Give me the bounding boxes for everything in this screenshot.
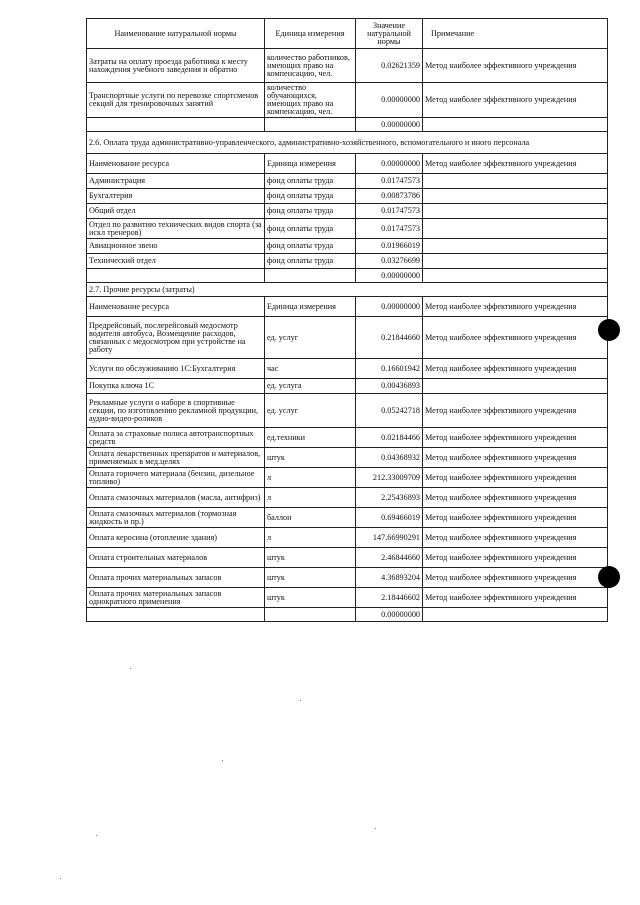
cell-value: 2.25436893 (356, 488, 423, 508)
table-row (87, 379, 608, 394)
table-row (87, 488, 608, 508)
cell-note: Метод наиболее эффективного учреждения (423, 548, 608, 568)
cell-name (87, 608, 265, 622)
cell-unit: штук (265, 548, 356, 568)
cell-value: 4.36893204 (356, 568, 423, 588)
cell-note (423, 254, 608, 269)
natural-norms-table (86, 18, 608, 622)
cell-value: 0.00000000 (356, 608, 423, 622)
cell-name: Отдел по развитию технических видов спорта (за искл тренеров) (87, 219, 265, 239)
cell-unit: Единица измерения (265, 154, 356, 174)
cell-name: Затраты на оплату проезда работника к месту нахождения учебного заведения и обратно (87, 49, 265, 83)
scan-speck (222, 760, 223, 761)
cell-value: 0.00000000 (356, 83, 423, 118)
cell-name (87, 118, 265, 132)
cell-unit: час (265, 359, 356, 379)
cell-unit: баллон (265, 508, 356, 528)
cell-value: 0.00000000 (356, 154, 423, 174)
cell-note: Метод наиболее эффективного учреждения (423, 154, 608, 174)
cell-value: 0.03276699 (356, 254, 423, 269)
cell-name: Бухгалтерия (87, 189, 265, 204)
table-row (87, 254, 608, 269)
cell-unit: фонд оплаты труда (265, 189, 356, 204)
cell-name: Наименование ресурса (87, 154, 265, 174)
table-row (87, 174, 608, 189)
cell-value: 0.01747573 (356, 204, 423, 219)
cell-value: 0.21844660 (356, 317, 423, 359)
cell-unit (265, 269, 356, 283)
cell-note (423, 219, 608, 239)
table-body (87, 19, 608, 622)
table-row (87, 508, 608, 528)
cell-value: 0.02184466 (356, 428, 423, 448)
cell-name: Предрейсовый, послерейсовый медосмотр водителя автобуса, Возмещение расходов, связанных с медосмотром при устройстве на работу (87, 317, 265, 359)
cell-value: 0.00000000 (356, 269, 423, 283)
cell-value: 212.33009709 (356, 468, 423, 488)
cell-note: Метод наиболее эффективного учреждения (423, 508, 608, 528)
cell-value: 2.18446602 (356, 588, 423, 608)
table-row (87, 189, 608, 204)
cell-name: Оплата смазочных материалов (тормозная жидкость и пр.) (87, 508, 265, 528)
table-row (87, 394, 608, 428)
cell-note: Метод наиболее эффективного учреждения (423, 448, 608, 468)
scan-speck (60, 878, 61, 879)
section-heading-row (87, 283, 608, 297)
cell-name: Наименование ресурса (87, 297, 265, 317)
cell-value: 147.66990291 (356, 528, 423, 548)
cell-note: Метод наиболее эффективного учреждения (423, 359, 608, 379)
cell-name: Покупка ключа 1С (87, 379, 265, 394)
table-row (87, 608, 608, 622)
binder-hole-top (598, 319, 620, 341)
table-row (87, 317, 608, 359)
header-cell-unit: Единица измерения (265, 19, 356, 49)
cell-note: Метод наиболее эффективного учреждения (423, 394, 608, 428)
cell-unit: ед.техники (265, 428, 356, 448)
cell-unit: ед. услуг (265, 317, 356, 359)
cell-unit: фонд оплаты труда (265, 239, 356, 254)
cell-unit: фонд оплаты труда (265, 219, 356, 239)
cell-note (423, 379, 608, 394)
cell-note (423, 608, 608, 622)
cell-name: Общий отдел (87, 204, 265, 219)
cell-unit: штук (265, 448, 356, 468)
cell-note: Метод наиболее эффективного учреждения (423, 528, 608, 548)
cell-note: Метод наиболее эффективного учреждения (423, 588, 608, 608)
cell-note: Метод наиболее эффективного учреждения (423, 317, 608, 359)
header-cell-norm-name: Наименование натуральной нормы (87, 19, 265, 49)
section-heading-row (87, 132, 608, 154)
cell-note (423, 239, 608, 254)
header-cell-note: Примечание (423, 19, 608, 49)
cell-value: 0.69466019 (356, 508, 423, 528)
cell-name: Услуги по обслуживанию 1С:Бухгалтерия (87, 359, 265, 379)
cell-name: Авиационное звено (87, 239, 265, 254)
header-cell-value: Значение натуральной нормы (356, 19, 423, 49)
cell-value: 0.01747573 (356, 174, 423, 189)
cell-note: Метод наиболее эффективного учреждения (423, 428, 608, 448)
scan-speck (300, 700, 301, 701)
cell-note: Метод наиболее эффективного учреждения (423, 488, 608, 508)
cell-value: 0.00436893 (356, 379, 423, 394)
cell-value: 0.05242718 (356, 394, 423, 428)
table-row (87, 269, 608, 283)
cell-unit: фонд оплаты труда (265, 204, 356, 219)
cell-name: Оплата горючего материала (бензин, дизельное топливо) (87, 468, 265, 488)
cell-value: 2.46844660 (356, 548, 423, 568)
table-row (87, 154, 608, 174)
cell-unit: Единица измерения (265, 297, 356, 317)
table-row (87, 448, 608, 468)
cell-note: Метод наиболее эффективного учреждения (423, 468, 608, 488)
cell-note (423, 118, 608, 132)
table-row (87, 468, 608, 488)
cell-name: Рекламные услуги о наборе в спортивные секции, по изготовлению рекламной продукции, аудио-видео-роликов (87, 394, 265, 428)
cell-note: Метод наиболее эффективного учреждения (423, 568, 608, 588)
cell-name: Оплата строительных материалов (87, 548, 265, 568)
cell-unit: количество обучающихся, имеющих право на компенсацию, чел. (265, 83, 356, 118)
cell-value: 0.16601942 (356, 359, 423, 379)
cell-name: Оплата лекарственных препаратов и материалов, применяемых в мед.целях (87, 448, 265, 468)
table-row (87, 118, 608, 132)
cell-note: Метод наиболее эффективного учреждения (423, 83, 608, 118)
cell-name: Оплата прочих материальных запасов однократного применения (87, 588, 265, 608)
cell-name: Оплата керосина (отопление здания) (87, 528, 265, 548)
section-heading: 2.6. Оплата труда административно-управленческого, административно-хозяйственного, вспомогательного и иного персонала (87, 132, 608, 154)
binder-hole-bottom (598, 566, 620, 588)
cell-unit: количество работников, имеющих право на компенсацию, чел. (265, 49, 356, 83)
table-row (87, 83, 608, 118)
cell-note (423, 204, 608, 219)
cell-unit: штук (265, 588, 356, 608)
cell-unit: ед. услуга (265, 379, 356, 394)
table-row (87, 239, 608, 254)
cell-note (423, 269, 608, 283)
cell-unit: л (265, 468, 356, 488)
cell-unit: л (265, 488, 356, 508)
table-row (87, 528, 608, 548)
table-row (87, 297, 608, 317)
cell-value: 0.00000000 (356, 118, 423, 132)
cell-note (423, 189, 608, 204)
scan-speck (375, 828, 376, 829)
cell-unit (265, 118, 356, 132)
table-row (87, 204, 608, 219)
cell-value: 0.01966019 (356, 239, 423, 254)
cell-value: 0.04368932 (356, 448, 423, 468)
cell-note (423, 174, 608, 189)
table-row (87, 428, 608, 448)
scan-speck (96, 835, 97, 836)
cell-unit: фонд оплаты труда (265, 254, 356, 269)
table-row (87, 568, 608, 588)
cell-name: Технический отдел (87, 254, 265, 269)
table-header-row (87, 19, 608, 49)
cell-name: Оплата за страховые полиса автотранспортных средств (87, 428, 265, 448)
cell-unit: штук (265, 568, 356, 588)
scan-speck (130, 668, 131, 669)
table-row (87, 359, 608, 379)
cell-unit (265, 608, 356, 622)
cell-name: Оплата смазочных материалов (масла, антифриз) (87, 488, 265, 508)
cell-value: 0.00000000 (356, 297, 423, 317)
section-heading: 2.7. Прочие ресурсы (затраты) (87, 283, 608, 297)
cell-value: 0.01747573 (356, 219, 423, 239)
cell-name (87, 269, 265, 283)
cell-name: Транспортные услуги по перевозке спортсменов секций для тренировочных занятий (87, 83, 265, 118)
cell-unit: фонд оплаты труда (265, 174, 356, 189)
cell-unit: ед. услуг (265, 394, 356, 428)
cell-value: 0.00873786 (356, 189, 423, 204)
table-row (87, 219, 608, 239)
cell-name: Оплата прочих материальных запасов (87, 568, 265, 588)
table-row (87, 548, 608, 568)
cell-unit: л (265, 528, 356, 548)
cell-note: Метод наиболее эффективного учреждения (423, 297, 608, 317)
table-row (87, 49, 608, 83)
table-row (87, 588, 608, 608)
cell-note: Метод наиболее эффективного учреждения (423, 49, 608, 83)
cell-value: 0.02621359 (356, 49, 423, 83)
cell-name: Администрация (87, 174, 265, 189)
